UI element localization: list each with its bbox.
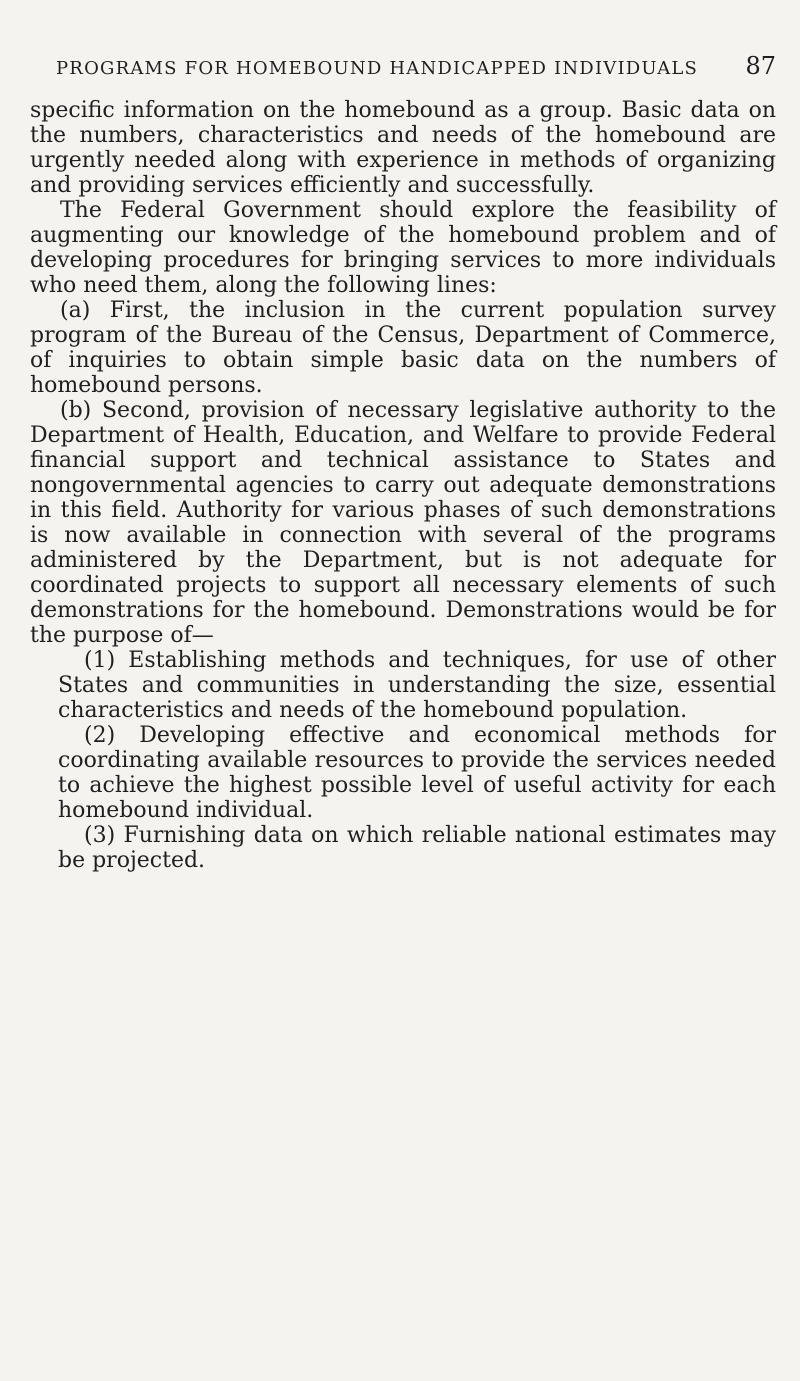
list-item: (3) Furnishing data on which reliable national estimates may be projected. bbox=[58, 823, 776, 873]
paragraph: specific information on the homebound as a group. Basic data on the numbers, characteristics and needs of the homebound are urgently needed along with experience in methods of organizing and providing services efficiently and successfully. bbox=[30, 98, 776, 198]
paragraph-item-b: (b) Second, provision of necessary legislative authority to the Department of Health, Education, and Welfare to provide Federal financial support and technical assistance to States and nongovernmental agencies to carry out adequate demonstrations in this field. Authority for various phases of such demonstrations is now available in connection with several of the programs administered by the Department, but is not adequate for coordinated projects to support all necessary elements of such demonstrations for the homebound. Demonstrations would be for the purpose of— bbox=[30, 398, 776, 648]
numbered-list bbox=[58, 648, 776, 873]
list-item: (1) Establishing methods and techniques, for use of other States and communities in understanding the size, essential characteristics and needs of the homebound population. bbox=[58, 648, 776, 723]
paragraph-item-a: (a) First, the inclusion in the current population survey program of the Bureau of the Census, Department of Commerce, of inquiries to obtain simple basic data on the numbers of homebound persons. bbox=[30, 298, 776, 398]
running-title: PROGRAMS FOR HOMEBOUND HANDICAPPED INDIVIDUALS bbox=[56, 58, 699, 79]
page-number: 87 bbox=[745, 52, 776, 80]
paragraph: The Federal Government should explore the feasibility of augmenting our knowledge of the homebound problem and of developing procedures for bringing services to more individuals who need them, along the following lines: bbox=[30, 198, 776, 298]
list-item: (2) Developing effective and economical methods for coordinating available resources to provide the services needed to achieve the highest possible level of useful activity for each homebound individual. bbox=[58, 723, 776, 823]
body-text bbox=[30, 98, 776, 873]
running-head bbox=[56, 52, 776, 80]
